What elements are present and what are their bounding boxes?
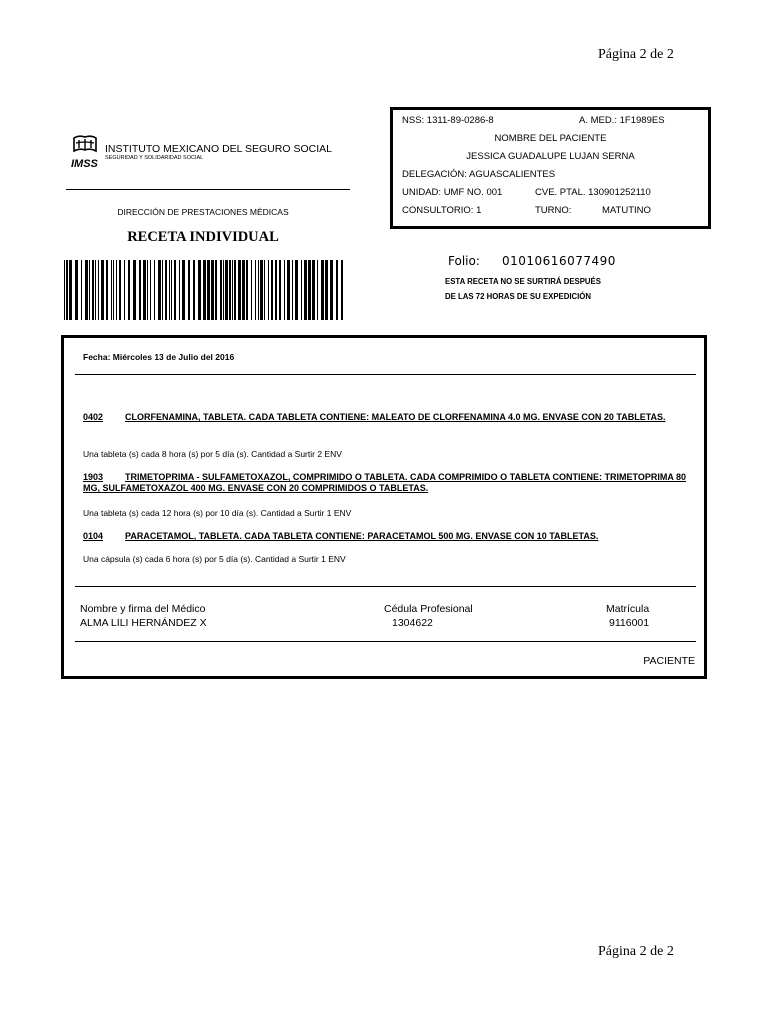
expiry-warning-line2: DE LAS 72 HORAS DE SU EXPEDICIÓN [445, 292, 592, 301]
barcode-bar [147, 260, 148, 320]
direction-label: DIRECCIÓN DE PRESTACIONES MÉDICAS [117, 207, 289, 217]
barcode-bar [271, 260, 273, 320]
cve-ptal-field: CVE. PTAL. 130901252110 [535, 187, 651, 198]
medication-description: TRIMETOPRIMA - SULFAMETOXAZOL, COMPRIMIDO O TABLETA. CADA COMPRIMIDO O TABLETA CONTIENE: TRIMETOPRIMA 80 MG, SULFAMETOXAZOL 400 MG. ENVASE CON 20 COMPRIMIDOS O TABLETAS. [83, 472, 687, 493]
barcode-bar [101, 260, 104, 320]
page-number-bottom: Página 2 de 2 [598, 944, 674, 959]
amed-field: A. MED.: 1F1989ES [579, 115, 665, 126]
barcode-bar [215, 260, 217, 320]
consultorio-field: CONSULTORIO: 1 [402, 205, 482, 216]
barcode-bar [98, 260, 99, 320]
medication-title [83, 531, 695, 542]
barcode-bar [169, 260, 170, 320]
doctor-label: Nombre y firma del Médico [80, 603, 206, 615]
barcode-bar [336, 260, 338, 320]
cedula-label: Cédula Profesional [384, 603, 473, 615]
barcode-bar [292, 260, 293, 320]
barcode-bar [150, 260, 151, 320]
barcode-bar [143, 260, 146, 320]
barcode-bar [203, 260, 206, 320]
medication-instructions: Una tableta (s) cada 8 hora (s) por 5 día (s). Cantidad a Surtir 2 ENV [83, 449, 342, 459]
barcode-bar [211, 260, 214, 320]
folio-number: 01010616077490 [502, 254, 616, 268]
turno-value: MATUTINO [602, 205, 651, 216]
barcode-bar [182, 260, 185, 320]
matricula-label: Matrícula [606, 603, 650, 615]
barcode-bar [162, 260, 163, 320]
barcode-bar [304, 260, 307, 320]
logo-text: IMSS [71, 158, 98, 170]
barcode-bar [69, 260, 72, 320]
barcode-bar [174, 260, 176, 320]
barcode-bar [124, 260, 125, 320]
barcode-bar [75, 260, 78, 320]
barcode-bar [308, 260, 311, 320]
medication-title [83, 412, 695, 423]
barcode-bar [111, 260, 112, 320]
barcode-bar [225, 260, 228, 320]
barcode-bar [116, 260, 117, 320]
turno-label: TURNO: [535, 205, 572, 216]
barcode-bar [220, 260, 222, 320]
barcode-bar [312, 260, 315, 320]
matricula-value: 9116001 [609, 617, 650, 629]
imss-logo-icon [70, 134, 100, 170]
barcode-bar [275, 260, 277, 320]
barcode-bar [321, 260, 324, 320]
barcode-bar [81, 260, 82, 320]
header-divider [66, 189, 350, 190]
barcode-bar [92, 260, 94, 320]
nss-field: NSS: 1311-89-0286-8 [402, 115, 494, 126]
unidad-field: UNIDAD: UMF NO. 001 [402, 187, 503, 198]
barcode-bar [258, 260, 259, 320]
expiry-warning-line1: ESTA RECETA NO SE SURTIRÁ DESPUÉS [445, 277, 601, 286]
barcode-bar [260, 260, 263, 320]
barcode-bar [238, 260, 241, 320]
barcode-bar [64, 260, 65, 320]
barcode-bar [330, 260, 333, 320]
barcode-bar [264, 260, 265, 320]
cedula-value: 1304622 [392, 617, 433, 629]
medication-instructions: Una tableta (s) cada 12 hora (s) por 10 día (s). Cantidad a Surtir 1 ENV [83, 508, 352, 518]
barcode-bar [158, 260, 161, 320]
barcode-bar [133, 260, 136, 320]
medication-description: PARACETAMOL, TABLETA. CADA TABLETA CONTIENE: PARACETAMOL 500 MG. ENVASE CON 10 TABLETAS. [125, 531, 599, 541]
barcode-bar [295, 260, 298, 320]
barcode-bar [188, 260, 190, 320]
barcode-bar [325, 260, 328, 320]
signature-bottom-divider [75, 641, 696, 642]
barcode-bar [287, 260, 290, 320]
barcode-bar [229, 260, 231, 320]
patient-info-box [390, 107, 711, 229]
barcode-bar [113, 260, 114, 320]
barcode-bar [165, 260, 167, 320]
institution-tagline: SEGURIDAD Y SOLIDARIDAD SOCIAL [105, 155, 204, 161]
barcode-bar [198, 260, 201, 320]
barcode-bar [268, 260, 269, 320]
barcode-bar [95, 260, 96, 320]
barcode-bar [242, 260, 245, 320]
barcode-bar [279, 260, 281, 320]
barcode-bar [179, 260, 180, 320]
barcode-bar [128, 260, 130, 320]
barcode-bar [232, 260, 233, 320]
barcode-bar [341, 260, 343, 320]
barcode-bar [119, 260, 121, 320]
barcode-bar [223, 260, 224, 320]
barcode-bar [317, 260, 318, 320]
barcode-bar [89, 260, 90, 320]
date-divider [75, 374, 696, 375]
barcode-bar [106, 260, 108, 320]
barcode-bar [284, 260, 285, 320]
barcode-bar [171, 260, 172, 320]
institution-name: INSTITUTO MEXICANO DEL SEGURO SOCIAL [105, 143, 332, 155]
barcode-image [64, 260, 344, 320]
barcode-bar [66, 260, 68, 320]
folio-label: Folio: [448, 254, 480, 268]
prescription-date: Fecha: Miércoles 13 de Julio del 2016 [83, 352, 235, 362]
patient-name: JESSICA GUADALUPE LUJAN SERNA [466, 151, 635, 162]
barcode-bar [234, 260, 236, 320]
barcode-bar [255, 260, 256, 320]
page-number-top: Página 2 de 2 [598, 47, 674, 62]
barcode-bar [139, 260, 141, 320]
medication-code: 0402 [83, 412, 104, 422]
doctor-name: ALMA LILI HERNÁNDEZ X [80, 617, 207, 629]
medication-code: 1903 [83, 472, 104, 482]
copy-label: PACIENTE [643, 655, 695, 667]
delegacion-field: DELEGACIÓN: AGUASCALIENTES [402, 169, 556, 180]
barcode-bar [193, 260, 195, 320]
medication-description: CLORFENAMINA, TABLETA. CADA TABLETA CONTIENE: MALEATO DE CLORFENAMINA 4.0 MG. ENVASE CON 20 TABLETAS. [125, 412, 666, 422]
medication-title [83, 472, 695, 494]
document-title: RECETA INDIVIDUAL [127, 229, 279, 245]
barcode-bar [251, 260, 252, 320]
medication-instructions: Una cápsula (s) cada 6 hora (s) por 5 día (s). Cantidad a Surtir 1 ENV [83, 554, 346, 564]
medication-code: 0104 [83, 531, 104, 541]
barcode-bar [207, 260, 210, 320]
barcode-bar [85, 260, 88, 320]
barcode-bar [301, 260, 302, 320]
prescription-box [61, 335, 707, 679]
patient-name-label: NOMBRE DEL PACIENTE [494, 133, 607, 144]
barcode-bar [246, 260, 248, 320]
signature-top-divider [75, 586, 696, 587]
barcode-bar [154, 260, 155, 320]
